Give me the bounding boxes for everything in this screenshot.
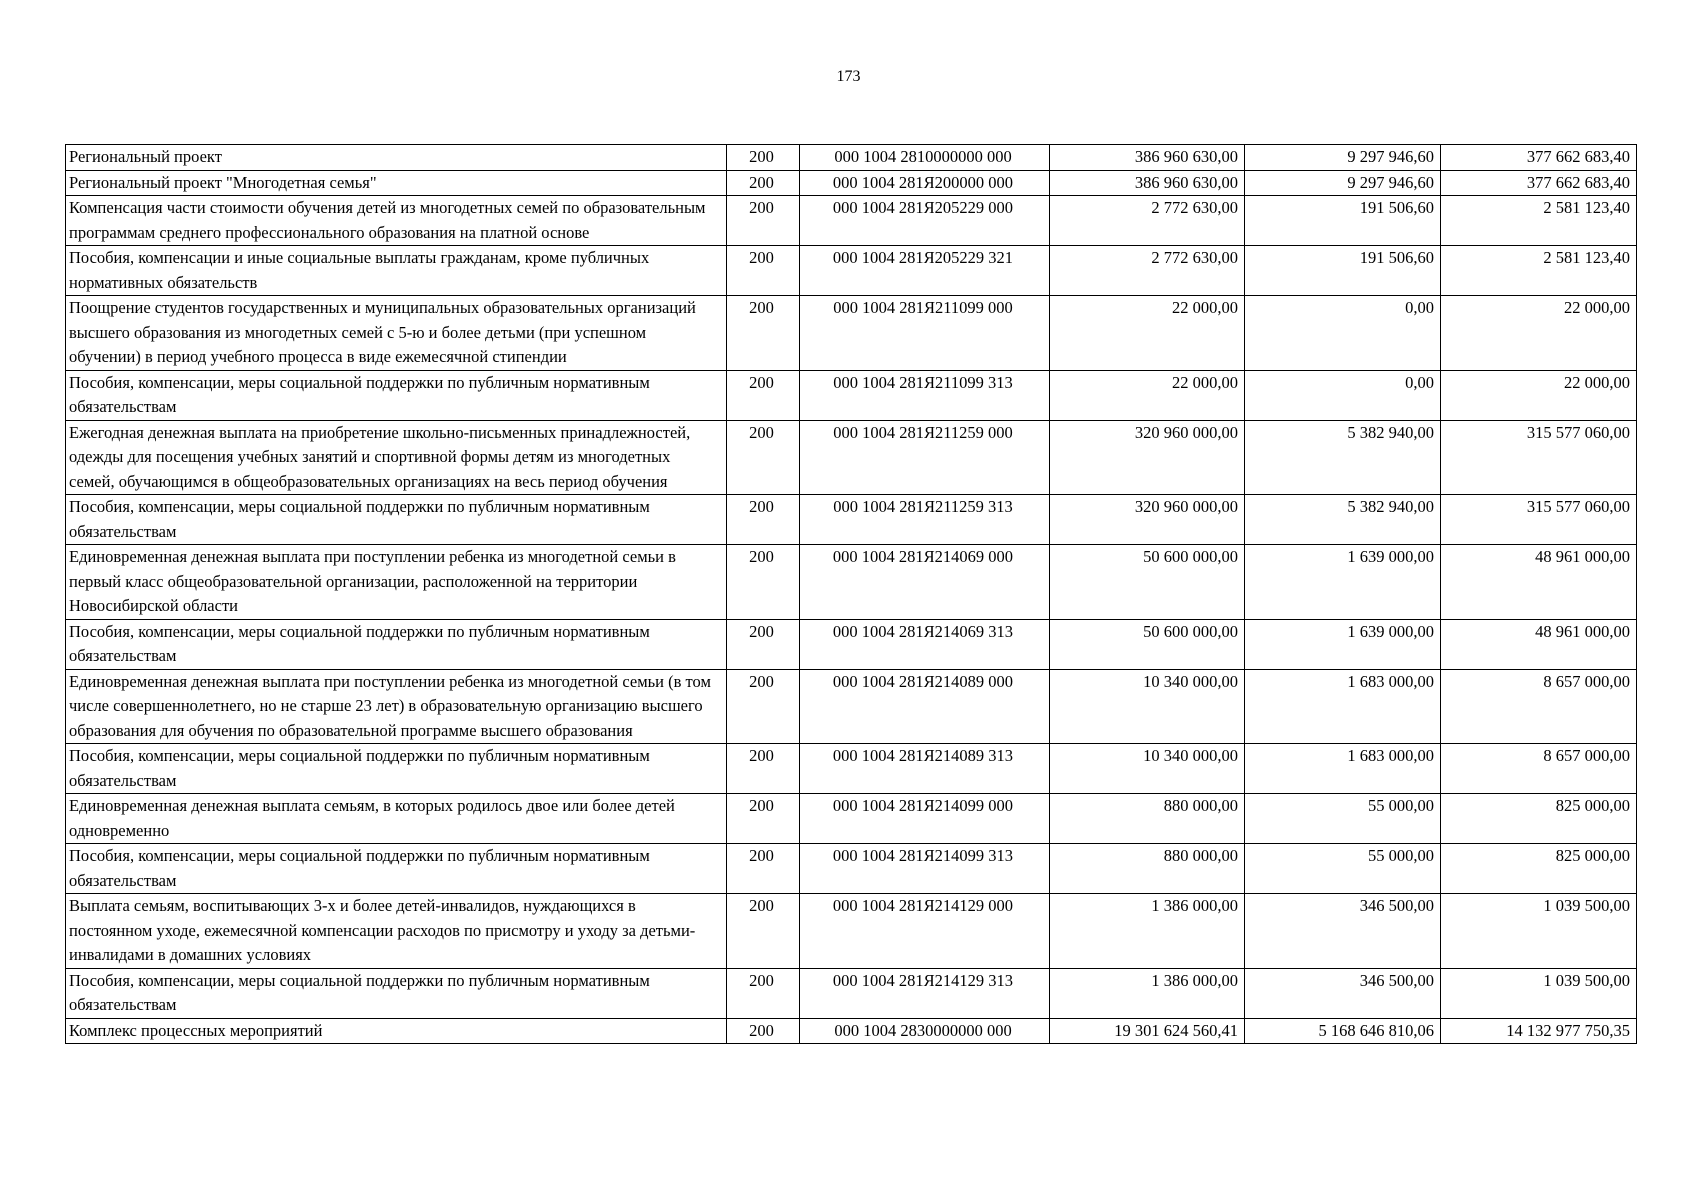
table-body: [66, 145, 1637, 1044]
table-row: [66, 545, 1637, 620]
cell-code: 200: [727, 370, 800, 420]
cell-amount-executed: 9 297 946,60: [1245, 170, 1441, 196]
cell-name: Пособия, компенсации, меры социальной поддержки по публичным нормативным обязательствам: [66, 370, 727, 420]
cell-amount-executed: 1 639 000,00: [1245, 545, 1441, 620]
cell-amount-executed: 191 506,60: [1245, 246, 1441, 296]
table-row: [66, 669, 1637, 744]
cell-name: Единовременная денежная выплата при поступлении ребенка из многодетной семьи в первый класс общеобразовательной организации, расположенной на территории Новосибирской области: [66, 545, 727, 620]
cell-amount-remaining: 8 657 000,00: [1441, 744, 1637, 794]
cell-amount-remaining: 2 581 123,40: [1441, 246, 1637, 296]
cell-name: Пособия, компенсации, меры социальной поддержки по публичным нормативным обязательствам: [66, 495, 727, 545]
budget-table: [65, 144, 1637, 1044]
cell-classification-code: 000 1004 281Я214099 313: [800, 844, 1050, 894]
table-row: [66, 495, 1637, 545]
cell-amount-approved: 19 301 624 560,41: [1050, 1018, 1245, 1044]
cell-amount-executed: 1 683 000,00: [1245, 744, 1441, 794]
cell-amount-approved: 1 386 000,00: [1050, 968, 1245, 1018]
cell-amount-remaining: 48 961 000,00: [1441, 619, 1637, 669]
cell-code: 200: [727, 669, 800, 744]
table-row: [66, 420, 1637, 495]
cell-code: 200: [727, 844, 800, 894]
cell-classification-code: 000 1004 281Я205229 321: [800, 246, 1050, 296]
cell-amount-remaining: 377 662 683,40: [1441, 170, 1637, 196]
table-row: [66, 894, 1637, 969]
cell-code: 200: [727, 894, 800, 969]
cell-amount-remaining: 48 961 000,00: [1441, 545, 1637, 620]
table-row: [66, 744, 1637, 794]
cell-amount-remaining: 377 662 683,40: [1441, 145, 1637, 171]
cell-classification-code: 000 1004 281Я214129 000: [800, 894, 1050, 969]
cell-classification-code: 000 1004 281Я211099 313: [800, 370, 1050, 420]
cell-name: Пособия, компенсации, меры социальной поддержки по публичным нормативным обязательствам: [66, 844, 727, 894]
cell-amount-remaining: 1 039 500,00: [1441, 894, 1637, 969]
cell-amount-executed: 55 000,00: [1245, 844, 1441, 894]
cell-classification-code: 000 1004 281Я214069 000: [800, 545, 1050, 620]
table-row: [66, 145, 1637, 171]
cell-classification-code: 000 1004 281Я205229 000: [800, 196, 1050, 246]
cell-amount-approved: 386 960 630,00: [1050, 170, 1245, 196]
cell-amount-approved: 880 000,00: [1050, 844, 1245, 894]
cell-code: 200: [727, 145, 800, 171]
cell-amount-executed: 346 500,00: [1245, 894, 1441, 969]
cell-amount-remaining: 22 000,00: [1441, 370, 1637, 420]
cell-amount-approved: 22 000,00: [1050, 296, 1245, 371]
cell-code: 200: [727, 170, 800, 196]
cell-amount-remaining: 825 000,00: [1441, 794, 1637, 844]
cell-code: 200: [727, 420, 800, 495]
cell-amount-executed: 9 297 946,60: [1245, 145, 1441, 171]
cell-amount-approved: 10 340 000,00: [1050, 669, 1245, 744]
cell-amount-remaining: 8 657 000,00: [1441, 669, 1637, 744]
cell-code: 200: [727, 545, 800, 620]
table-row: [66, 1018, 1637, 1044]
cell-code: 200: [727, 744, 800, 794]
table-row: [66, 370, 1637, 420]
cell-name: Пособия, компенсации, меры социальной поддержки по публичным нормативным обязательствам: [66, 619, 727, 669]
cell-amount-approved: 50 600 000,00: [1050, 545, 1245, 620]
table-row: [66, 844, 1637, 894]
cell-amount-executed: 5 168 646 810,06: [1245, 1018, 1441, 1044]
cell-code: 200: [727, 794, 800, 844]
cell-amount-executed: 0,00: [1245, 370, 1441, 420]
cell-name: Пособия, компенсации и иные социальные выплаты гражданам, кроме публичных нормативных обязательств: [66, 246, 727, 296]
cell-amount-remaining: 2 581 123,40: [1441, 196, 1637, 246]
cell-amount-approved: 1 386 000,00: [1050, 894, 1245, 969]
cell-amount-executed: 1 683 000,00: [1245, 669, 1441, 744]
cell-classification-code: 000 1004 281Я211099 000: [800, 296, 1050, 371]
cell-name: Региональный проект: [66, 145, 727, 171]
cell-name: Пособия, компенсации, меры социальной поддержки по публичным нормативным обязательствам: [66, 968, 727, 1018]
cell-classification-code: 000 1004 281Я214089 000: [800, 669, 1050, 744]
cell-amount-approved: 386 960 630,00: [1050, 145, 1245, 171]
cell-amount-remaining: 315 577 060,00: [1441, 420, 1637, 495]
cell-amount-executed: 191 506,60: [1245, 196, 1441, 246]
cell-code: 200: [727, 619, 800, 669]
cell-code: 200: [727, 1018, 800, 1044]
cell-amount-approved: 2 772 630,00: [1050, 246, 1245, 296]
cell-amount-approved: 320 960 000,00: [1050, 420, 1245, 495]
cell-amount-approved: 50 600 000,00: [1050, 619, 1245, 669]
cell-name: Региональный проект "Многодетная семья": [66, 170, 727, 196]
cell-amount-executed: 5 382 940,00: [1245, 420, 1441, 495]
cell-amount-remaining: 14 132 977 750,35: [1441, 1018, 1637, 1044]
cell-name: Единовременная денежная выплата при поступлении ребенка из многодетной семьи (в том числе совершеннолетнего, но не старше 23 лет) в образовательную организацию высшего образования для обучения по образовательной программе высшего образования: [66, 669, 727, 744]
cell-name: Компенсация части стоимости обучения детей из многодетных семей по образовательным программам среднего профессионального образования на платной основе: [66, 196, 727, 246]
table-row: [66, 246, 1637, 296]
cell-name: Единовременная денежная выплата семьям, в которых родилось двое или более детей одновременно: [66, 794, 727, 844]
cell-amount-remaining: 825 000,00: [1441, 844, 1637, 894]
page-number: 173: [836, 68, 861, 85]
cell-code: 200: [727, 246, 800, 296]
cell-classification-code: 000 1004 281Я200000 000: [800, 170, 1050, 196]
cell-classification-code: 000 1004 281Я211259 313: [800, 495, 1050, 545]
cell-classification-code: 000 1004 281Я214129 313: [800, 968, 1050, 1018]
cell-name: Ежегодная денежная выплата на приобретение школьно-письменных принадлежностей, одежды для посещения учебных занятий и спортивной формы детям из многодетных семей, обучающимся в общеобразовательных организациях на весь период обучения: [66, 420, 727, 495]
cell-amount-remaining: 22 000,00: [1441, 296, 1637, 371]
table-row: [66, 794, 1637, 844]
cell-amount-executed: 1 639 000,00: [1245, 619, 1441, 669]
cell-amount-executed: 5 382 940,00: [1245, 495, 1441, 545]
table-row: [66, 296, 1637, 371]
cell-code: 200: [727, 495, 800, 545]
table-row: [66, 968, 1637, 1018]
cell-classification-code: 000 1004 281Я214069 313: [800, 619, 1050, 669]
cell-amount-approved: 2 772 630,00: [1050, 196, 1245, 246]
cell-classification-code: 000 1004 2810000000 000: [800, 145, 1050, 171]
cell-amount-approved: 320 960 000,00: [1050, 495, 1245, 545]
cell-code: 200: [727, 196, 800, 246]
cell-amount-executed: 346 500,00: [1245, 968, 1441, 1018]
cell-amount-remaining: 315 577 060,00: [1441, 495, 1637, 545]
cell-name: Комплекс процессных мероприятий: [66, 1018, 727, 1044]
cell-classification-code: 000 1004 2830000000 000: [800, 1018, 1050, 1044]
cell-amount-remaining: 1 039 500,00: [1441, 968, 1637, 1018]
cell-name: Поощрение студентов государственных и муниципальных образовательных организаций высшего образования из многодетных семей с 5-ю и более детьми (при успешном обучении) в период учебного процесса в виде ежемесячной стипендии: [66, 296, 727, 371]
cell-code: 200: [727, 968, 800, 1018]
cell-amount-executed: 55 000,00: [1245, 794, 1441, 844]
cell-name: Пособия, компенсации, меры социальной поддержки по публичным нормативным обязательствам: [66, 744, 727, 794]
cell-classification-code: 000 1004 281Я214089 313: [800, 744, 1050, 794]
cell-amount-approved: 22 000,00: [1050, 370, 1245, 420]
cell-amount-approved: 880 000,00: [1050, 794, 1245, 844]
cell-classification-code: 000 1004 281Я214099 000: [800, 794, 1050, 844]
table-row: [66, 170, 1637, 196]
cell-amount-approved: 10 340 000,00: [1050, 744, 1245, 794]
cell-classification-code: 000 1004 281Я211259 000: [800, 420, 1050, 495]
cell-name: Выплата семьям, воспитывающих 3-х и более детей-инвалидов, нуждающихся в постоянном уходе, ежемесячной компенсации расходов по присмотру и уходу за детьми-инвалидами в домашних условиях: [66, 894, 727, 969]
cell-amount-executed: 0,00: [1245, 296, 1441, 371]
table-row: [66, 196, 1637, 246]
table-row: [66, 619, 1637, 669]
cell-code: 200: [727, 296, 800, 371]
